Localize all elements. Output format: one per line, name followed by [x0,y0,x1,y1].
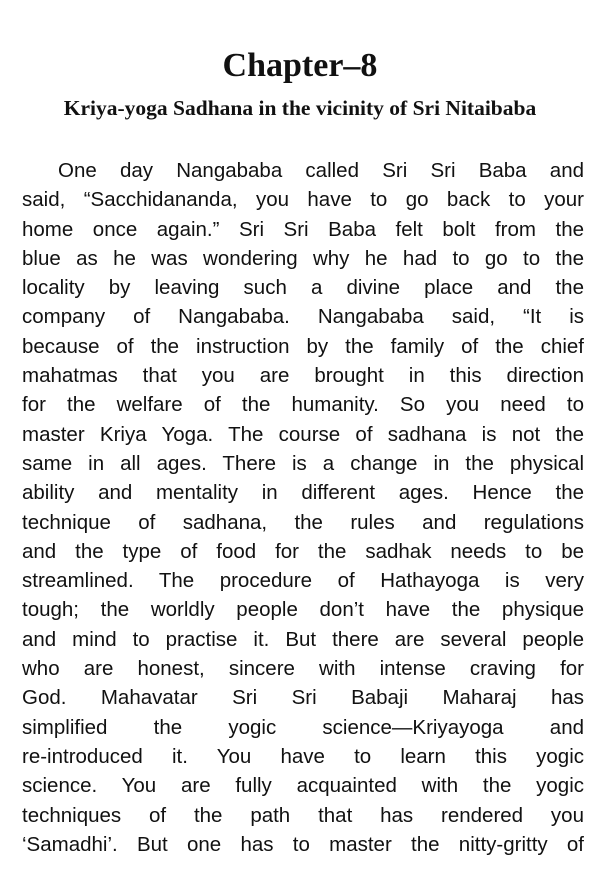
text-line: technique of sadhana, the rules and regulations [22,510,584,534]
text-line: blue as he was wondering why he had to go to the [22,246,584,270]
text-line: re-introduced it. You have to learn this yogic [22,744,584,768]
text-line: God. Mahavatar Sri Sri Babaji Maharaj has [22,686,584,710]
chapter-subtitle: Kriya-yoga Sadhana in the vicinity of Sri Nitaibaba [63,96,537,120]
text-line: ability and mentality in different ages. Hence the [22,481,584,505]
text-line: same in all ages. There is a change in the physical [22,451,584,475]
text-line: simplified the yogic science—Kriyayoga and [22,715,584,739]
text-line: mahatmas that you are brought in this direction [22,364,584,388]
text-line: company of Nangababa. Nangababa said, “It is [22,305,584,329]
text-line: techniques of the path that has rendered you [22,803,584,827]
text-line: One day Nangababa called Sri Sri Baba and [58,159,584,182]
text-line: locality by leaving such a divine place and the [22,276,584,300]
text-line: ‘Samadhi’. But one has to master the nitty-gritty of [22,832,584,856]
text-line: and the type of food for the sadhak needs to be [22,539,584,563]
text-line: science. You are fully acquainted with the yogic [22,774,584,798]
text-line: because of the instruction by the family of the chief [22,334,584,358]
text-line: tough; the worldly people don’t have the physique [22,598,584,622]
text-line: streamlined. The procedure of Hathayoga is very [22,569,584,593]
chapter-title: Chapter–8 [222,47,378,84]
text-line: for the welfare of the humanity. So you need to [22,393,584,417]
body-text [22,156,584,859]
text-line: home once again.” Sri Sri Baba felt bolt from the [22,217,584,241]
text-line: and mind to practise it. But there are several people [22,627,584,651]
text-line: said, “Sacchidananda, you have to go back to your [22,188,584,212]
text-line: who are honest, sincere with intense craving for [22,657,584,681]
text-line: master Kriya Yoga. The course of sadhana is not the [22,422,584,446]
